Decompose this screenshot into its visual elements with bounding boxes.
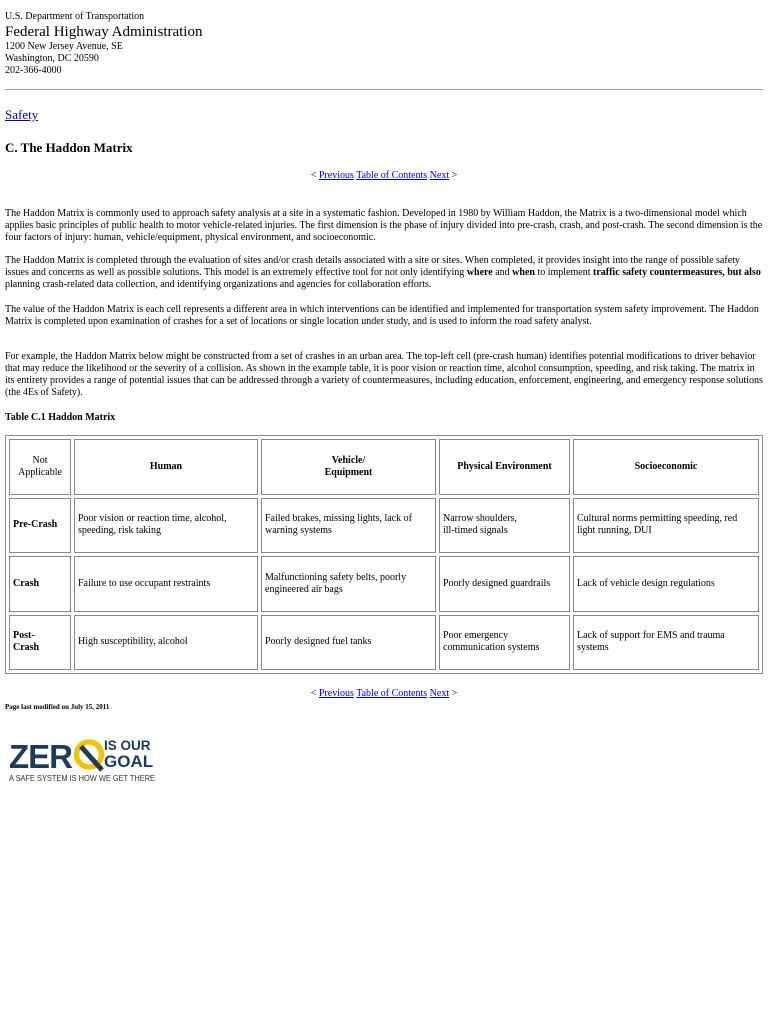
emphasis-countermeasures: traffic safety countermeasures, but also: [593, 267, 761, 278]
emphasis-where: where: [466, 267, 493, 278]
row-label-1: Post-: [13, 630, 35, 642]
cell-socioeconomic: Cultural norms permitting speeding, red light running, DUI: [573, 498, 759, 554]
logo-goal-text: GOAL: [104, 752, 154, 771]
logo-tagline-text: A SAFE SYSTEM IS HOW WE GET THERE: [9, 774, 155, 783]
corner-cell: [9, 439, 71, 495]
column-header-vehicle: [261, 439, 436, 495]
cell-human: High susceptibility, alcohol: [74, 615, 258, 671]
paragraph-text: to implement: [534, 267, 593, 278]
department-name: U.S. Department of Transportation: [5, 11, 145, 22]
zero-is-our-goal-logo[interactable]: [9, 736, 159, 786]
cell-socioeconomic: Lack of vehicle design regulations: [573, 556, 759, 612]
page-title: C. The Haddon Matrix: [5, 140, 133, 155]
column-header-vehicle-1: Vehicle/: [331, 454, 366, 466]
safety-link[interactable]: Safety: [5, 107, 39, 122]
cell-human: Poor vision or reaction time, alcohol, speeding, risk taking: [74, 498, 258, 554]
nav-close-bracket: >: [449, 170, 458, 181]
paragraph-completion: [5, 255, 763, 291]
previous-link[interactable]: Previous: [318, 170, 354, 181]
emphasis-when: when: [512, 267, 535, 278]
header-divider: [5, 89, 763, 90]
paragraph-text: The Haddon Matrix is completed through the evaluation of sites and/or crash details associated with a site or sites. When completed, it provides insight into the range of possible safety issues and concerns as well as possible solutions. This model is an extremely effective tool for not only identifying: [5, 255, 740, 278]
row-label: Pre-Crash: [9, 498, 71, 554]
table-of-contents-link[interactable]: Table of Contents: [356, 170, 428, 181]
logo-zero-text: ZER: [9, 738, 72, 775]
address-line-1: 1200 New Jersey Avenue, SE: [5, 41, 123, 52]
address-line-2: Washington, DC 20590: [5, 53, 99, 64]
next-link[interactable]: Next: [429, 688, 450, 699]
paragraph-value: The value of the Haddon Matrix is each cell represents a different area in which interventions can be identified and implemented for transportation system safety improvement. The Haddon Matrix is completed upon examination of crashes for a set of locations or single location under study, and is used to inform the road safety analyst.: [5, 304, 759, 327]
cell-vehicle: Failed brakes, missing lights, lack of warning systems: [261, 498, 436, 554]
column-header-physical: Physical Environment: [439, 439, 570, 495]
paragraph-example: For example, the Haddon Matrix below might be constructed from a set of crashes in an urban area. The top-left cell (pre-crash human) identifies potential modifications to driver behavior that may reduce the likelihood or the severity of a collision. As shown in the example table, it is poor vision or reaction time, alcohol consumption, speeding, and risk taking. The matrix in its entirety provides a range of potential issues that can be addressed through a variety of countermeasures, including education, enforcement, engineering, and emergency response solutions (the 4Es of Safety).: [5, 351, 763, 398]
logo-is-our-text: IS OUR: [104, 738, 151, 753]
corner-text-2: Applicable: [18, 466, 62, 478]
row-label: Crash: [9, 556, 71, 612]
table-row-crash: [9, 556, 759, 612]
agency-address: [5, 41, 123, 77]
table-row-pre-crash: [9, 498, 759, 554]
cell-vehicle: Poorly designed fuel tanks: [261, 615, 436, 671]
column-header-vehicle-2: Equipment: [324, 466, 373, 478]
cell-physical-1: Narrow shoulders,: [443, 513, 517, 525]
haddon-matrix-table: [5, 435, 763, 674]
row-label: [9, 615, 71, 671]
next-link[interactable]: Next: [429, 170, 450, 181]
table-of-contents-link[interactable]: Table of Contents: [356, 688, 428, 699]
last-modified: Page last modified on July 15, 2011: [5, 703, 110, 711]
cell-human: Failure to use occupant restraints: [74, 556, 258, 612]
page-nav-top: [5, 170, 763, 182]
cell-physical: [439, 498, 570, 554]
row-label-2: Crash: [13, 642, 40, 654]
cell-physical: Poorly designed guardrails: [439, 556, 570, 612]
paragraph-intro: The Haddon Matrix is commonly used to approach safety analysis at a site in a systematic fashion. Developed in 1980 by William Haddon, the Matrix is a two-dimensional model which applies basic principles of public health to motor vehicle-related injuries. The first dimension is the phase of injury divided into pre-crash, crash, and post-crash. The second dimension is the four factors of injury: human, vehicle/equipment, physical environment, and socioeconomic.: [5, 208, 763, 243]
cell-socioeconomic: Lack of support for EMS and trauma systems: [573, 615, 759, 671]
page-nav-bottom: [5, 688, 763, 700]
column-header-human: Human: [74, 439, 258, 495]
paragraph-text: and: [492, 267, 513, 278]
table-header-row: [9, 439, 759, 495]
table-row-post-crash: [9, 615, 759, 671]
agency-name: Federal Highway Administration: [5, 24, 203, 40]
cell-vehicle: Malfunctioning safety belts, poorly engineered air bags: [261, 556, 436, 612]
cell-physical: Poor emergency communication systems: [439, 615, 570, 671]
nav-open-bracket: <: [310, 688, 319, 699]
column-header-socioeconomic: Socioeconomic: [573, 439, 759, 495]
paragraph-text: planning crash-related data collection, and identifying organizations and agencies for collaboration efforts.: [5, 279, 432, 290]
corner-text-1: Not: [32, 454, 48, 466]
logo-o-icon: [77, 742, 103, 770]
nav-open-bracket: <: [310, 170, 319, 181]
cell-physical-2: ill-timed signals: [443, 525, 508, 537]
nav-close-bracket: >: [449, 688, 458, 699]
previous-link[interactable]: Previous: [318, 688, 354, 699]
phone-number: 202-366-4000: [5, 65, 62, 76]
table-caption: Table C.1 Haddon Matrix: [5, 412, 116, 423]
